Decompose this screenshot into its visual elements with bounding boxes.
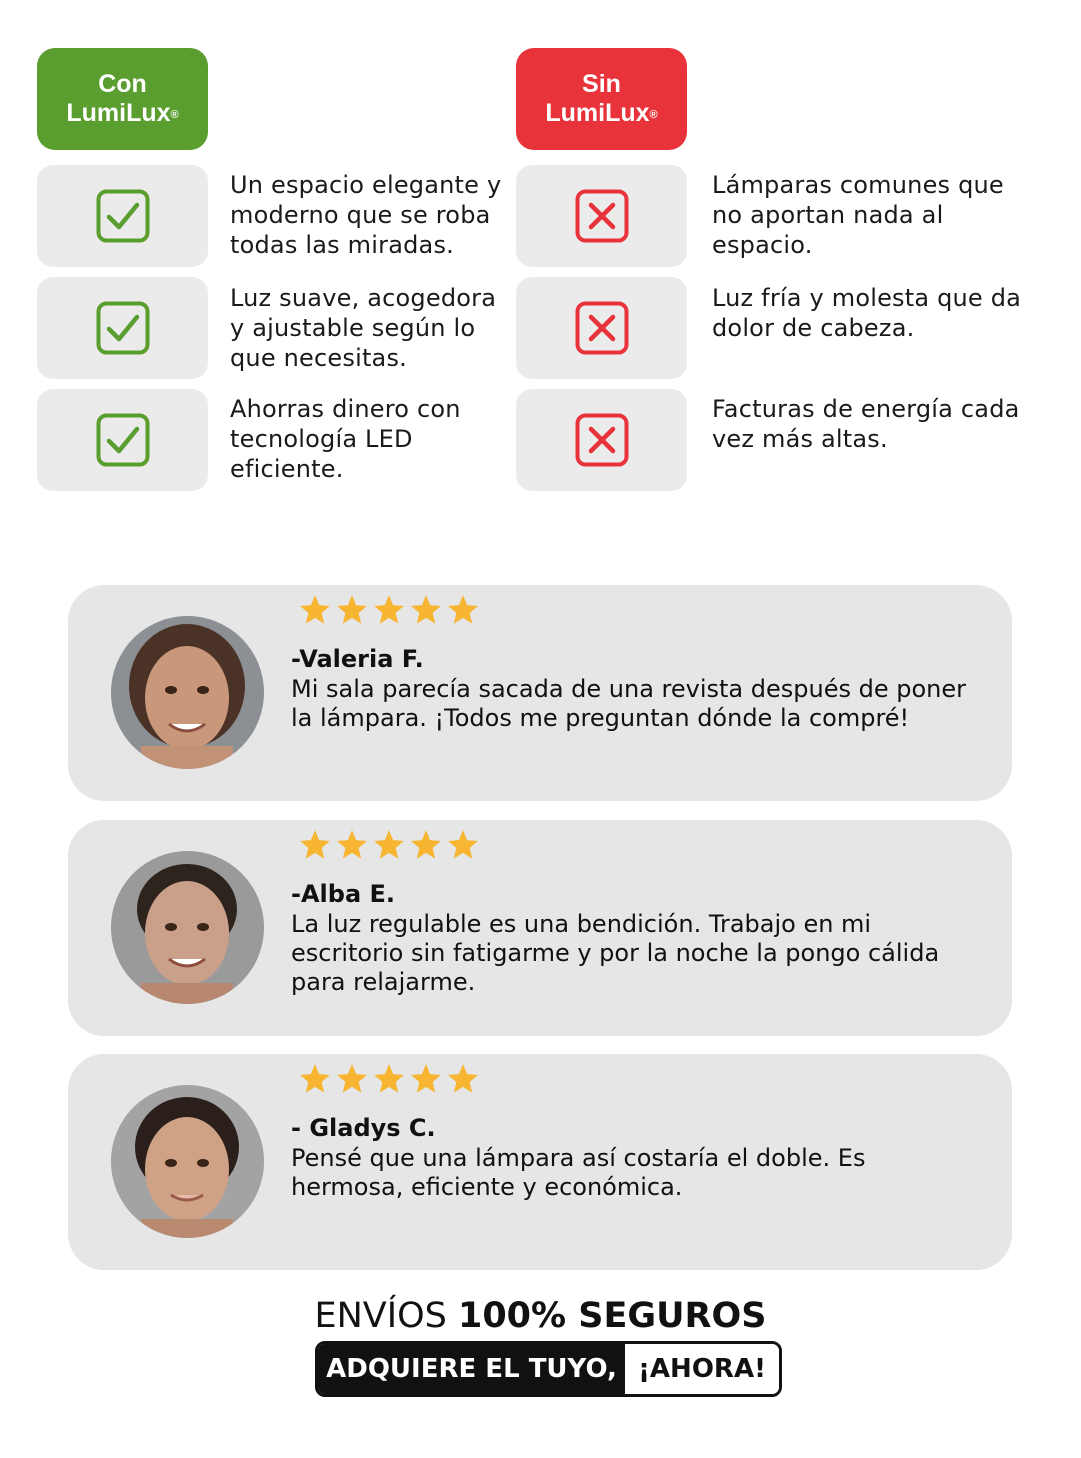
star-icon (298, 1062, 332, 1096)
star-icon (335, 593, 369, 627)
review-text: La luz regulable es una bendición. Trabajo en mi escritorio sin fatigarme y por la noche la pongo cálida para relajarme. (291, 910, 940, 996)
cta-left-label: ADQUIERE EL TUYO, (318, 1344, 625, 1394)
avatar (111, 1085, 264, 1238)
without-row-3-text: Facturas de energía cada vez más altas. (712, 395, 1020, 453)
reviewer-name: -Alba E. (291, 880, 396, 908)
trademark-symbol: ® (649, 109, 658, 121)
star-icon (446, 1062, 480, 1096)
with-row-2-text: Luz suave, acogedora y ajustable según lo que necesitas. (230, 284, 497, 372)
with-row-3-icon-box (37, 389, 208, 491)
with-row-2-icon-box (37, 277, 208, 379)
star-rating (298, 828, 480, 862)
star-icon (446, 593, 480, 627)
star-icon (446, 828, 480, 862)
star-icon (335, 1062, 369, 1096)
reviewer-name: -Valeria F. (291, 645, 424, 673)
with-row-3-text: Ahorras dinero con tecnología LED eficiente. (230, 395, 461, 483)
x-icon (575, 413, 629, 467)
check-icon (96, 189, 150, 243)
review-card (68, 820, 1012, 1036)
star-rating (298, 1062, 480, 1096)
with-header-line1: Con (98, 70, 147, 98)
star-icon (298, 593, 332, 627)
star-icon (372, 593, 406, 627)
review-text: Mi sala parecía sacada de una revista después de poner la lámpara. ¡Todos me preguntan dónde la compré! (291, 675, 966, 732)
without-row-2-icon-box (516, 277, 687, 379)
check-icon (96, 413, 150, 467)
with-lumilux-header (37, 48, 208, 150)
review-text: Pensé que una lámpara así costaría el doble. Es hermosa, eficiente y económica. (291, 1144, 866, 1201)
star-icon (298, 828, 332, 862)
with-header-line2: LumiLux® (66, 99, 179, 127)
star-icon (409, 828, 443, 862)
trademark-symbol: ® (170, 109, 179, 121)
buy-now-button[interactable] (315, 1341, 782, 1397)
shipping-emphasis: 100% SEGUROS (457, 1296, 767, 1336)
without-row-3-icon-box (516, 389, 687, 491)
with-row-1-text: Un espacio elegante y moderno que se roba todas las miradas. (230, 171, 502, 259)
shipping-prefix: ENVÍOS (314, 1296, 458, 1336)
star-icon (335, 828, 369, 862)
cta-right-label: ¡AHORA! (625, 1344, 779, 1394)
without-header-line2: LumiLux® (545, 99, 658, 127)
shipping-banner (0, 1296, 1081, 1336)
without-row-1-text: Lámparas comunes que no aportan nada al espacio. (712, 171, 1004, 259)
avatar (111, 851, 264, 1004)
avatar (111, 616, 264, 769)
star-icon (372, 828, 406, 862)
review-card (68, 1054, 1012, 1270)
check-icon (96, 301, 150, 355)
without-header-line1: Sin (582, 70, 621, 98)
x-icon (575, 301, 629, 355)
without-row-2-text: Luz fría y molesta que da dolor de cabeza. (712, 284, 1022, 342)
star-icon (409, 1062, 443, 1096)
star-rating (298, 593, 480, 627)
with-row-1-icon-box (37, 165, 208, 267)
review-card (68, 585, 1012, 801)
without-lumilux-header (516, 48, 687, 150)
star-icon (409, 593, 443, 627)
star-icon (372, 1062, 406, 1096)
x-icon (575, 189, 629, 243)
without-row-1-icon-box (516, 165, 687, 267)
reviewer-name: - Gladys C. (291, 1114, 436, 1142)
